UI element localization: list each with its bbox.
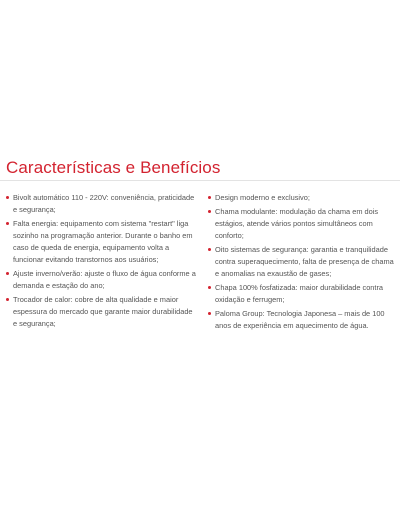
bullet-icon [6, 196, 9, 199]
feature-text: Falta energia: equipamento com sistema "restart" liga sozinho na programação anterior. Durante o banho em caso de queda de energia, equipamento volta a funcionar evitando transtornos aos usuários; [13, 219, 193, 264]
feature-text: Ajuste inverno/verão: ajuste o fluxo de água conforme a demanda e estação do ano; [13, 269, 196, 290]
feature-item [208, 244, 398, 280]
section-title: Características e Benefícios [6, 158, 221, 177]
feature-item [6, 218, 196, 266]
feature-item [6, 294, 196, 330]
feature-text: Trocador de calor: cobre de alta qualidade e maior espessura do mercado que garante maior durabilidade e segurança; [13, 295, 193, 328]
feature-item [6, 268, 196, 292]
bullet-icon [6, 298, 9, 301]
bullet-icon [208, 196, 211, 199]
bullet-icon [6, 272, 9, 275]
feature-text: Chapa 100% fosfatizada: maior durabilidade contra oxidação e ferrugem; [215, 283, 384, 304]
feature-text: Bivolt automático 110 - 220V: conveniência, praticidade e segurança; [13, 193, 195, 214]
feature-text: Paloma Group: Tecnologia Japonesa – mais de 100 anos de experiência em aquecimento de água. [215, 309, 385, 330]
bullet-icon [208, 286, 211, 289]
bullet-icon [208, 312, 211, 315]
feature-text: Design moderno e exclusivo; [215, 193, 310, 202]
features-list-left [6, 192, 196, 332]
bullet-icon [208, 210, 211, 213]
feature-text: Oito sistemas de segurança: garantia e tranquilidade contra superaquecimento, falta de presença de chama e anomalias na exaustão de gases; [215, 245, 394, 278]
title-divider [0, 180, 400, 181]
features-list-right [208, 192, 398, 334]
feature-item [208, 206, 398, 242]
feature-item [208, 282, 398, 306]
feature-item [6, 192, 196, 216]
feature-item [208, 308, 398, 332]
feature-text: Chama modulante: modulação da chama em dois estágios, atende vários pontos simultâneos com conforto; [215, 207, 379, 240]
bullet-icon [208, 248, 211, 251]
bullet-icon [6, 222, 9, 225]
feature-item [208, 192, 398, 204]
